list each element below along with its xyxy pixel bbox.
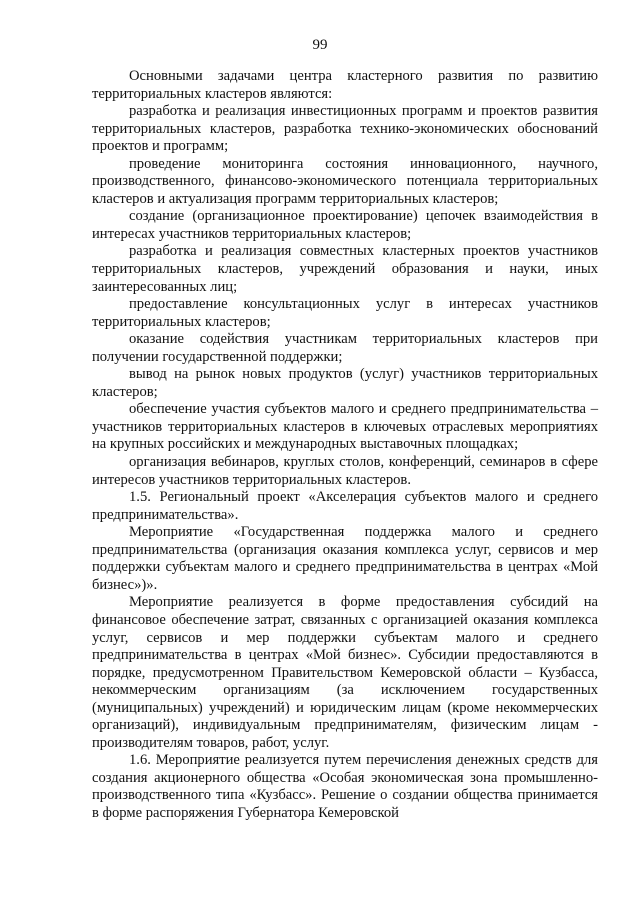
paragraph: разработка и реализация совместных кластерных проектов участников территориальных кластеров, учреждений образования и науки, иных заинтересованных лиц; (92, 243, 598, 295)
paragraph: организация вебинаров, круглых столов, конференций, семинаров в сфере интересов участников территориальных кластеров. (92, 454, 598, 488)
paragraph: обеспечение участия субъектов малого и среднего предпринимательства – участников территориальных кластеров в ключевых отраслевых мероприятиях на крупных российских и международных выставочных площадках; (92, 401, 598, 453)
paragraph: 1.6. Мероприятие реализуется путем перечисления денежных средств для создания акционерного общества «Особая экономическая зона промышленно-производственного типа «Кузбасс». Решение о создании общества принимается в форме распоряжения Губернатора Кемеровской (92, 752, 598, 821)
section-heading: 1.5. Региональный проект «Акселерация субъектов малого и среднего предпринимательства». (92, 489, 598, 523)
paragraph: разработка и реализация инвестиционных программ и проектов развития территориальных кластеров, разработка технико-экономических обоснований проектов и программ; (92, 103, 598, 155)
page-number: 99 (312, 37, 328, 53)
paragraph: Мероприятие «Государственная поддержка малого и среднего предпринимательства (организация оказания комплекса услуг, сервисов и мер поддержки субъектам малого и среднего предпринимательства в центрах «Мой бизнес»)». (92, 524, 598, 593)
paragraph: создание (организационное проектирование) цепочек взаимодействия в интересах участников территориальных кластеров; (92, 208, 598, 242)
paragraph: Мероприятие реализуется в форме предоставления субсидий на финансовое обеспечение затрат, связанных с организацией оказания комплекса услуг, сервисов и мер поддержки субъектам малого и среднего предпринимательства в центрах «Мой бизнес». Субсидии предоставляются в порядке, предусмотренном Правительством Кемеровской области – Кузбасса, некоммерческим организациям (за исключением государственных (муниципальных) учреждений) и юридическим лицам (кроме некоммерческих организаций), индивидуальным предпринимателям, физическим лицам - производителям товаров, работ, услуг. (92, 594, 598, 751)
paragraph: оказание содействия участникам территориальных кластеров при получении государственной поддержки; (92, 331, 598, 365)
document-body (92, 68, 598, 823)
paragraph: вывод на рынок новых продуктов (услуг) участников территориальных кластеров; (92, 366, 598, 400)
paragraph: Основными задачами центра кластерного развития по развитию территориальных кластеров являются: (92, 68, 598, 102)
paragraph: предоставление консультационных услуг в интересах участников территориальных кластеров; (92, 296, 598, 330)
paragraph: проведение мониторинга состояния инновационного, научного, производственного, финансово-экономического потенциала территориальных кластеров и актуализация программ территориальных кластеров; (92, 155, 598, 207)
